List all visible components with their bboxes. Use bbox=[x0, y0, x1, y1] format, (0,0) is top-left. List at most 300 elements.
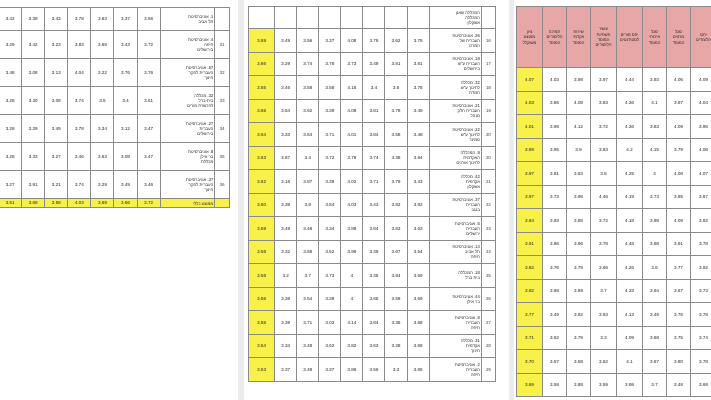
table-row bbox=[517, 232, 711, 256]
score-cell: 3.63 bbox=[363, 334, 385, 358]
score-cell: 3.48 bbox=[407, 123, 429, 147]
score-cell: 3.28 bbox=[0, 143, 22, 171]
institution-name: 8. אוניברסיטת בר אילן מכללת bbox=[160, 143, 215, 171]
column-header: סגל איכותי המוסד bbox=[643, 7, 667, 68]
score-cell: 3.97 bbox=[591, 68, 617, 92]
score-cell: 3.65 bbox=[363, 287, 385, 311]
score-cell: 3.2 bbox=[275, 264, 297, 288]
score-cell: 3.49 bbox=[363, 52, 385, 76]
score-cell: 4.03 bbox=[543, 68, 567, 92]
score-cell: 3.77 bbox=[667, 256, 691, 280]
institution-name: 37. אוניברסיטת העברית בנגב bbox=[429, 193, 481, 217]
score-cell: 3.75 bbox=[667, 326, 691, 350]
weighted-average-cell: 3.62 bbox=[249, 170, 275, 194]
institution-name: 27. אוניברסיטת העברית בירושלים bbox=[160, 115, 215, 143]
score-cell: 3.71 bbox=[363, 170, 385, 194]
score-cell: 3.78 bbox=[385, 99, 407, 123]
score-cell: 4.1 bbox=[617, 350, 643, 374]
score-cell: 3.88 bbox=[341, 217, 363, 241]
weighted-average-cell: 3.66 bbox=[249, 52, 275, 76]
table-row bbox=[249, 240, 496, 264]
score-cell: 4.33 bbox=[617, 279, 643, 303]
score-cell: 3.49 bbox=[297, 358, 319, 382]
score-cell: 3.87 bbox=[297, 170, 319, 194]
score-cell: 4.2 bbox=[617, 138, 643, 162]
table-row bbox=[249, 217, 496, 241]
score-cell: 3.78 bbox=[407, 76, 429, 100]
score-cell: 3.71 bbox=[297, 311, 319, 335]
score-cell: 3.3 bbox=[385, 358, 407, 382]
score-cell: 3.42 bbox=[22, 31, 45, 59]
rank-number: 16 bbox=[481, 29, 495, 53]
score-cell: 4.04 bbox=[68, 59, 91, 87]
score-cell: 3.28 bbox=[385, 334, 407, 358]
weighted-average-cell: 3.94 bbox=[517, 209, 543, 233]
score-cell: 3.89 bbox=[567, 279, 591, 303]
table-row bbox=[0, 59, 230, 87]
score-cell: 4.04 bbox=[691, 91, 711, 115]
score-cell: 3.79 bbox=[385, 170, 407, 194]
score-cell: 3.78 bbox=[691, 350, 711, 374]
score-cell: 3.68 bbox=[297, 240, 319, 264]
total-row bbox=[0, 199, 230, 208]
score-cell: 3.85 bbox=[667, 185, 691, 209]
score-cell: 3.73 bbox=[643, 185, 667, 209]
score-cell: 3.81 bbox=[543, 162, 567, 186]
score-cell: 4.01 bbox=[341, 123, 363, 147]
score-cell: 3.29 bbox=[275, 52, 297, 76]
score-cell: 3.92 bbox=[691, 209, 711, 233]
column-header: תמיכה הלימודים המוסד bbox=[543, 7, 567, 68]
score-cell: 3.68 bbox=[543, 279, 567, 303]
rank-number: 31 bbox=[215, 31, 230, 59]
score-cell: 3.43 bbox=[114, 31, 137, 59]
score-cell: 3.63 bbox=[91, 143, 114, 171]
weighted-average-cell: 3.65 bbox=[249, 99, 275, 123]
score-cell: 3.62 bbox=[543, 326, 567, 350]
weighted-average-cell: 3.55 bbox=[249, 311, 275, 335]
score-cell bbox=[341, 7, 363, 29]
score-cell: 3.78 bbox=[319, 52, 341, 76]
score-cell: 3.38 bbox=[275, 287, 297, 311]
score-cell: 3.6 bbox=[385, 76, 407, 100]
score-cell: 3.43 bbox=[407, 170, 429, 194]
table-row bbox=[249, 7, 496, 29]
score-cell: 4.08 bbox=[667, 162, 691, 186]
score-cell: 3.94 bbox=[643, 279, 667, 303]
score-cell: 3.27 bbox=[45, 143, 68, 171]
score-cell: 3.98 bbox=[543, 115, 567, 139]
score-cell: 3.74 bbox=[68, 87, 91, 115]
score-cell: 3.68 bbox=[407, 334, 429, 358]
score-cell: 3.81 bbox=[363, 99, 385, 123]
score-cell: 4.48 bbox=[617, 232, 643, 256]
score-cell: 4.08 bbox=[691, 138, 711, 162]
score-cell bbox=[297, 7, 319, 29]
score-cell: 3.78 bbox=[591, 232, 617, 256]
total-score-cell: 3.69 bbox=[22, 199, 45, 208]
table-row bbox=[249, 311, 496, 335]
score-cell: 3.18 bbox=[275, 170, 297, 194]
table-row bbox=[517, 373, 711, 397]
score-cell: 3.67 bbox=[385, 240, 407, 264]
score-cell bbox=[275, 7, 297, 29]
score-cell: 3.67 bbox=[667, 279, 691, 303]
score-cell: 3.83 bbox=[591, 138, 617, 162]
score-cell: 3.76 bbox=[114, 59, 137, 87]
institution-name: 9. המכללה האקדמית לחינוך אורנים bbox=[429, 146, 481, 170]
rank-number: 32 bbox=[215, 59, 230, 87]
score-cell: 3.46 bbox=[68, 143, 91, 171]
score-cell bbox=[363, 7, 385, 29]
rank-number: 29 bbox=[481, 358, 495, 382]
weighted-average-cell: 3.58 bbox=[249, 240, 275, 264]
weighted-average-cell: 3.77 bbox=[517, 303, 543, 327]
score-cell: 3.34 bbox=[275, 334, 297, 358]
total-score-cell: 3.72 bbox=[137, 199, 160, 208]
score-cell: 3.78 bbox=[407, 29, 429, 53]
score-cell: 3.86 bbox=[341, 358, 363, 382]
score-cell: 3.64 bbox=[297, 123, 319, 147]
institution-name: 18. אוניברסיטת העברית ע"ש בירושלים bbox=[429, 52, 481, 76]
rank-number bbox=[215, 8, 230, 31]
score-cell: 3.84 bbox=[319, 193, 341, 217]
table-row bbox=[0, 143, 230, 171]
score-cell: 3.98 bbox=[643, 209, 667, 233]
weighted-average-cell: 3.69 bbox=[517, 373, 543, 397]
score-cell: 3.73 bbox=[543, 185, 567, 209]
institution-name: 32. מכללה לחינוך ע"ש חמדת bbox=[429, 76, 481, 100]
score-cell: 3.12 bbox=[114, 115, 137, 143]
institution-name: המכללה שאנן המכללה אשקלון bbox=[429, 7, 481, 29]
table-row bbox=[249, 170, 496, 194]
ranking-table-middle bbox=[248, 6, 496, 382]
weighted-average-cell: 4.03 bbox=[517, 91, 543, 115]
rank-number: 20 bbox=[481, 146, 495, 170]
score-cell: 3.76 bbox=[363, 29, 385, 53]
score-cell: 3.37 bbox=[319, 29, 341, 53]
table-row bbox=[249, 99, 496, 123]
score-cell: 3.37 bbox=[114, 8, 137, 31]
score-cell: 3.83 bbox=[567, 162, 591, 186]
document-page-left bbox=[0, 0, 238, 400]
score-cell: 3.4 bbox=[363, 76, 385, 100]
score-cell: 3.68 bbox=[691, 373, 711, 397]
score-cell: 3.76 bbox=[137, 59, 160, 87]
table-row bbox=[517, 209, 711, 233]
score-cell: 3.79 bbox=[567, 256, 591, 280]
score-cell: 4.03 bbox=[341, 193, 363, 217]
score-cell: 4.08 bbox=[341, 29, 363, 53]
score-cell: 3.84 bbox=[363, 217, 385, 241]
table-row bbox=[0, 115, 230, 143]
column-header: יחס מורים לסטודנטים bbox=[617, 7, 643, 68]
score-cell: 4.09 bbox=[667, 115, 691, 139]
weighted-average-cell: 3.63 bbox=[249, 146, 275, 170]
score-cell: 4 bbox=[341, 264, 363, 288]
rank-number: 36 bbox=[215, 171, 230, 199]
weighted-average-cell: 4.07 bbox=[517, 68, 543, 92]
institution-name: 37. אוניברסיטת העברית לחקר חינוך bbox=[160, 171, 215, 199]
score-cell: 3.37 bbox=[275, 358, 297, 382]
score-cell: 4.12 bbox=[567, 115, 591, 139]
weighted-average-cell: 3.99 bbox=[517, 138, 543, 162]
score-cell: 3.43 bbox=[363, 193, 385, 217]
score-cell bbox=[385, 7, 407, 29]
score-cell: 4.18 bbox=[617, 209, 643, 233]
score-cell: 3.87 bbox=[275, 146, 297, 170]
score-cell: 3.67 bbox=[691, 185, 711, 209]
weighted-average-cell: 3.82 bbox=[517, 256, 543, 280]
column-header: שירות אקדמי המוסד bbox=[567, 7, 591, 68]
institution-name: 22. אוניברסיטת לחינוך ע"ש סמינר bbox=[429, 123, 481, 147]
header-row bbox=[517, 7, 711, 68]
score-cell: 3.83 bbox=[385, 217, 407, 241]
score-cell: 3.63 bbox=[407, 217, 429, 241]
score-cell: 3.42 bbox=[0, 8, 22, 31]
score-cell: 3.49 bbox=[45, 115, 68, 143]
score-cell bbox=[407, 7, 429, 29]
score-cell: 3.36 bbox=[385, 311, 407, 335]
table-row bbox=[517, 162, 711, 186]
table-row bbox=[0, 87, 230, 115]
score-cell: 3.98 bbox=[617, 373, 643, 397]
score-cell: 3.03 bbox=[319, 311, 341, 335]
table-row bbox=[517, 91, 711, 115]
score-cell: 3.56 bbox=[363, 358, 385, 382]
score-cell: 4.07 bbox=[691, 162, 711, 186]
score-cell: 3.72 bbox=[319, 146, 341, 170]
score-cell: 3.54 bbox=[275, 99, 297, 123]
score-cell: 3.23 bbox=[45, 31, 68, 59]
score-cell: 3.73 bbox=[319, 264, 341, 288]
score-cell: 3.68 bbox=[407, 311, 429, 335]
empty-cell bbox=[215, 199, 230, 208]
table-row bbox=[517, 115, 711, 139]
score-cell: 3.78 bbox=[68, 8, 91, 31]
score-cell: 3.58 bbox=[319, 76, 341, 100]
weighted-average-cell: 3.60 bbox=[249, 193, 275, 217]
score-cell: 3.43 bbox=[45, 8, 68, 31]
institution-name: 21. אוניברסיטת העברית חלק מנהל bbox=[429, 99, 481, 123]
weighted-average-cell: 3.56 bbox=[249, 287, 275, 311]
score-cell: 3.59 bbox=[407, 264, 429, 288]
rank-number: 25 bbox=[481, 264, 495, 288]
score-cell: 3.73 bbox=[691, 279, 711, 303]
score-cell: 4.14 bbox=[341, 311, 363, 335]
score-cell: 3.62 bbox=[297, 99, 319, 123]
score-cell: 3.29 bbox=[91, 171, 114, 199]
score-cell: 3.34 bbox=[319, 217, 341, 241]
institution-name: 2. אוניברסיטת העברית חיפה bbox=[429, 358, 481, 382]
rank-number: 33 bbox=[215, 87, 230, 115]
score-cell: 4 bbox=[643, 162, 667, 186]
column-header: סגל מרצים המוסד bbox=[667, 7, 691, 68]
score-cell: 3.6 bbox=[643, 256, 667, 280]
document-page-middle bbox=[244, 0, 509, 400]
rank-number: 17 bbox=[481, 52, 495, 76]
weighted-average-cell: 3.58 bbox=[249, 264, 275, 288]
score-cell: 3.83 bbox=[68, 31, 91, 59]
score-cell: 3.48 bbox=[297, 217, 319, 241]
score-cell: 3.39 bbox=[319, 99, 341, 123]
score-cell: 3.72 bbox=[591, 115, 617, 139]
table-row bbox=[517, 185, 711, 209]
score-cell: 3.82 bbox=[385, 193, 407, 217]
score-cell: 3.84 bbox=[407, 146, 429, 170]
score-cell: 3.84 bbox=[363, 311, 385, 335]
table-row bbox=[249, 193, 496, 217]
score-cell: 3.9 bbox=[567, 138, 591, 162]
score-cell: 3.79 bbox=[667, 138, 691, 162]
score-cell: 3.74 bbox=[68, 171, 91, 199]
institution-name: 26. אוניברסיטת העברית של המרכז bbox=[429, 29, 481, 53]
column-header: ציון ממוצע משוקלל bbox=[517, 7, 543, 68]
score-cell: 3.78 bbox=[341, 146, 363, 170]
score-cell: 3.74 bbox=[691, 326, 711, 350]
total-score-cell: 3.58 bbox=[45, 199, 68, 208]
score-cell: 3.97 bbox=[667, 91, 691, 115]
score-cell: 3.08 bbox=[45, 87, 68, 115]
weighted-average-cell: 3.97 bbox=[517, 185, 543, 209]
score-cell: 3.49 bbox=[407, 99, 429, 123]
score-cell: 3.4 bbox=[114, 87, 137, 115]
weighted-average-cell: 3.70 bbox=[517, 350, 543, 374]
score-cell: 3.29 bbox=[22, 115, 45, 143]
rank-number: 35 bbox=[215, 143, 230, 171]
score-cell: 3.81 bbox=[407, 52, 429, 76]
score-cell: 3.62 bbox=[591, 350, 617, 374]
table-row bbox=[249, 123, 496, 147]
total-score-cell: 3.51 bbox=[0, 199, 22, 208]
institution-name: 5. אוניברסיטת העברית ירושלים bbox=[429, 217, 481, 241]
score-cell: 3.73 bbox=[341, 52, 363, 76]
score-cell: 3.08 bbox=[114, 143, 137, 171]
score-cell: 3.84 bbox=[363, 123, 385, 147]
table-row bbox=[249, 358, 496, 382]
table-row bbox=[249, 146, 496, 170]
score-cell: 3.46 bbox=[275, 76, 297, 100]
score-cell: 3.86 bbox=[543, 91, 567, 115]
rank-number: 19 bbox=[481, 99, 495, 123]
weighted-average-cell: 3.82 bbox=[517, 279, 543, 303]
rank-number: 23 bbox=[481, 217, 495, 241]
weighted-average-cell: 3.71 bbox=[517, 326, 543, 350]
score-cell: 3.32 bbox=[275, 240, 297, 264]
score-cell: 3.35 bbox=[363, 264, 385, 288]
weighted-average-cell: 3.65 bbox=[249, 76, 275, 100]
score-cell: 3.66 bbox=[137, 8, 160, 31]
score-cell: 4.1 bbox=[643, 91, 667, 115]
score-cell: 3.81 bbox=[385, 52, 407, 76]
score-cell: 3.82 bbox=[341, 334, 363, 358]
score-cell: 3.59 bbox=[407, 287, 429, 311]
score-cell: 3.8 bbox=[591, 162, 617, 186]
score-cell: 3.08 bbox=[22, 59, 45, 87]
rank-number: 22 bbox=[481, 193, 495, 217]
score-cell: 4.15 bbox=[643, 138, 667, 162]
score-cell: 3.93 bbox=[643, 68, 667, 92]
score-cell: 4.19 bbox=[617, 185, 643, 209]
score-cell: 3.83 bbox=[643, 115, 667, 139]
score-cell: 3.5 bbox=[91, 87, 114, 115]
ranking-table-right bbox=[516, 6, 711, 397]
score-cell: 3.92 bbox=[567, 303, 591, 327]
institution-name: 32. מכללה בית-ברל להכשרת מורים bbox=[160, 87, 215, 115]
score-cell: 3.52 bbox=[319, 240, 341, 264]
score-cell bbox=[319, 7, 341, 29]
ranking-table-left bbox=[0, 7, 230, 208]
score-cell: 3.68 bbox=[91, 31, 114, 59]
table-row bbox=[249, 76, 496, 100]
score-cell: 3.27 bbox=[0, 171, 22, 199]
score-cell: 3.7 bbox=[591, 279, 617, 303]
table-row bbox=[249, 334, 496, 358]
institution-name: 31. מכללה אקדמית חינוך bbox=[429, 334, 481, 358]
rank-number: 24 bbox=[481, 240, 495, 264]
score-cell: 4.02 bbox=[341, 170, 363, 194]
score-cell: 3.88 bbox=[567, 373, 591, 397]
score-cell: 3.34 bbox=[91, 115, 114, 143]
rank-number: 26 bbox=[481, 287, 495, 311]
score-cell: 3.62 bbox=[385, 29, 407, 53]
score-cell: 3.8 bbox=[297, 193, 319, 217]
score-cell: 3.29 bbox=[0, 31, 22, 59]
score-cell: 3.33 bbox=[275, 123, 297, 147]
weighted-average-cell: 3.64 bbox=[249, 123, 275, 147]
weighted-average-cell: 3.53 bbox=[249, 358, 275, 382]
score-cell: 3.39 bbox=[275, 311, 297, 335]
score-cell: 3.46 bbox=[137, 171, 160, 199]
score-cell: 3.22 bbox=[91, 59, 114, 87]
rank-number: 34 bbox=[215, 115, 230, 143]
score-cell: 3.38 bbox=[319, 170, 341, 194]
score-cell: 3.71 bbox=[319, 123, 341, 147]
total-score-cell: 3.66 bbox=[114, 199, 137, 208]
score-cell: 3.57 bbox=[543, 350, 567, 374]
score-cell: 4.09 bbox=[691, 68, 711, 92]
score-cell: 4.18 bbox=[341, 76, 363, 100]
score-cell: 3.58 bbox=[297, 76, 319, 100]
institution-name: 57. אוניברסיטת העברית לחקר חינוך bbox=[160, 59, 215, 87]
score-cell: 3.28 bbox=[0, 115, 22, 143]
score-cell: 3.72 bbox=[137, 31, 160, 59]
score-cell: 3.86 bbox=[543, 232, 567, 256]
score-cell: 3.49 bbox=[275, 217, 297, 241]
weighted-average-cell: 4.01 bbox=[517, 115, 543, 139]
total-label: ממוצע כללי bbox=[160, 199, 215, 208]
table-row bbox=[517, 68, 711, 92]
score-cell: 4.36 bbox=[617, 91, 643, 115]
score-cell: 3.78 bbox=[691, 232, 711, 256]
score-cell: 3.58 bbox=[567, 350, 591, 374]
score-cell: 3.65 bbox=[407, 358, 429, 382]
score-cell: 3.99 bbox=[341, 240, 363, 264]
score-cell: 3.21 bbox=[45, 171, 68, 199]
table-row bbox=[249, 52, 496, 76]
weighted-average-cell bbox=[249, 7, 275, 29]
score-cell: 3.91 bbox=[22, 171, 45, 199]
score-cell: 3.67 bbox=[643, 350, 667, 374]
score-cell: 3.72 bbox=[591, 209, 617, 233]
score-cell: 3.58 bbox=[543, 373, 567, 397]
rank-number: 21 bbox=[481, 170, 495, 194]
score-cell: 4.44 bbox=[617, 68, 643, 92]
score-cell: 3.84 bbox=[385, 264, 407, 288]
score-cell: 3.98 bbox=[567, 68, 591, 92]
table-row bbox=[517, 138, 711, 162]
score-cell: 3.48 bbox=[297, 334, 319, 358]
